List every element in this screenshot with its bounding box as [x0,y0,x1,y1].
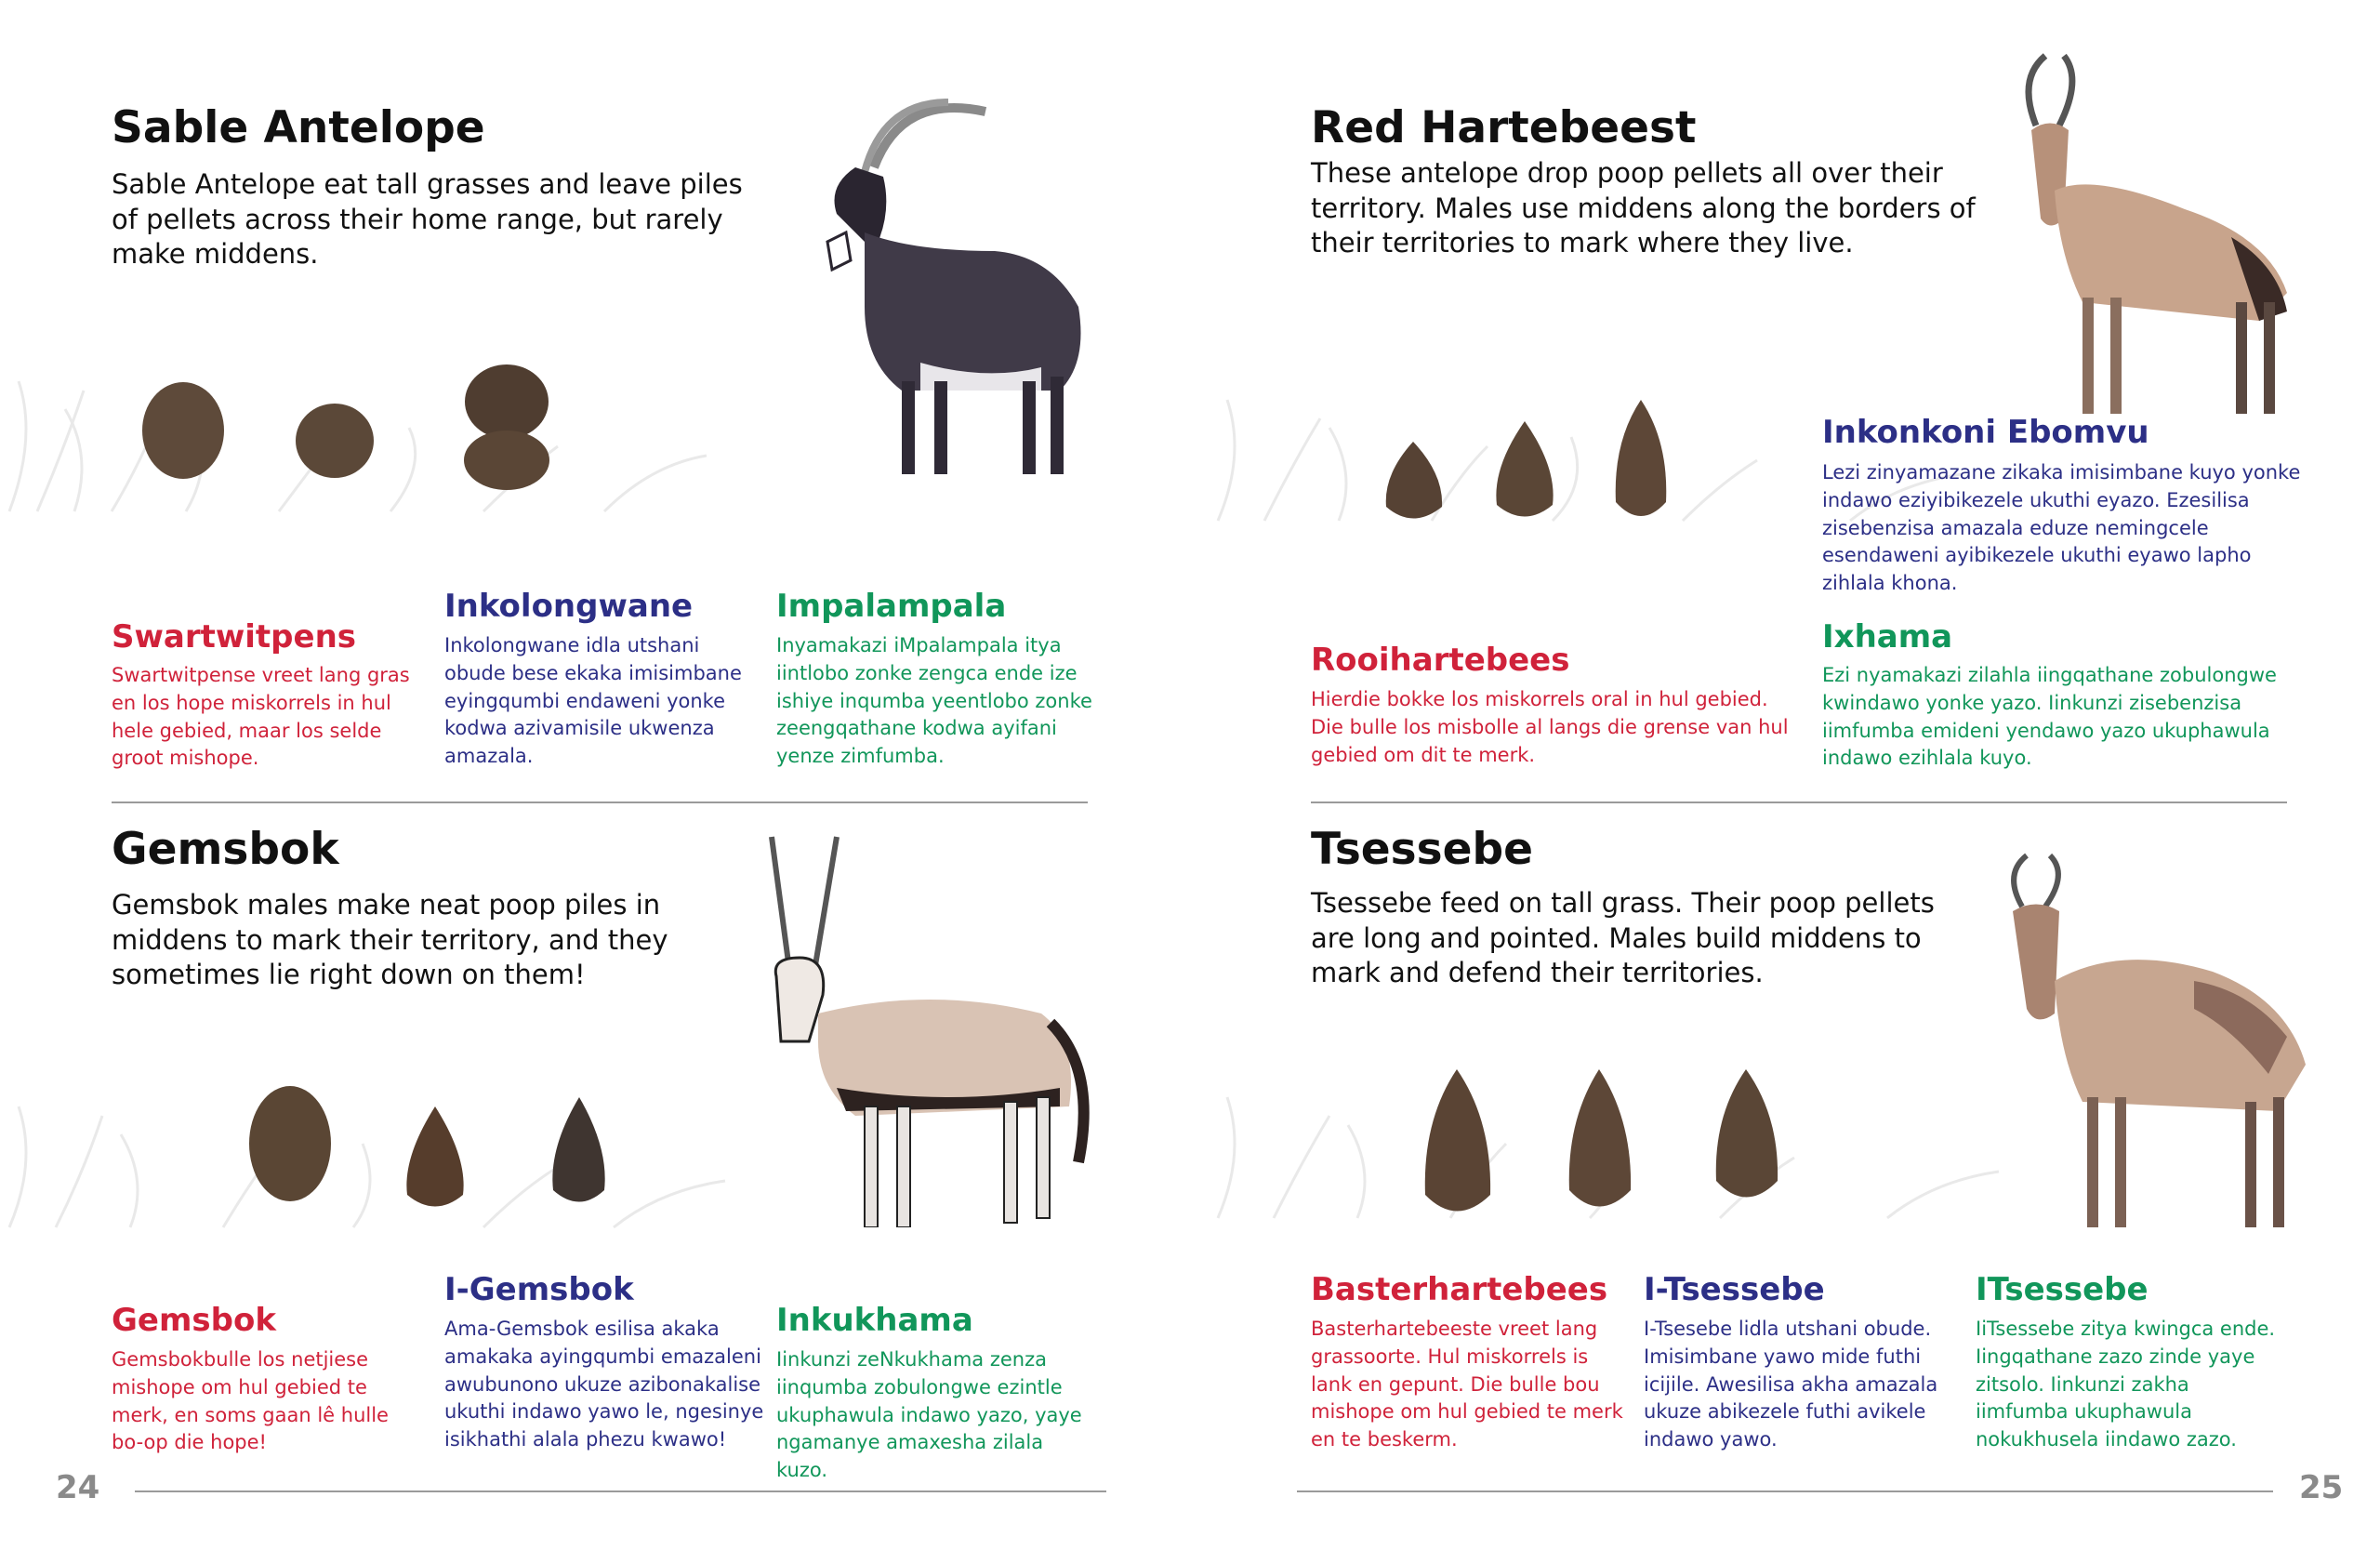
hartebeest-pellet-2 [1488,417,1562,528]
section-divider-left [112,801,1088,803]
gemsbok-illustration [744,828,1116,1227]
tsessebe-zulu-text: I-Tsesebe lidla utshani obude. Imisimbane yawo mide futhi icijile. Awesilisa akha amazala ukuze abikezele futhi avikele indawo yawo. [1644,1318,1938,1451]
hartebeest-pellet-3 [1608,395,1673,530]
tsessebe-intro: Tsessebe feed on tall grass. Their poop pellets are long and pointed. Males build middens to mark and defend their territories. [1311,887,1935,989]
sable-title: Sable Antelope [112,102,485,153]
sable-zulu-name: Inkolongwane [444,588,694,625]
gemsbok-xhosa-name: Inkukhama [776,1302,973,1339]
gemsbok-zulu-name: I-Gemsbok [444,1271,634,1308]
grass-decoration-bottom-left [0,1079,762,1237]
tsessebe-illustration [1971,851,2324,1241]
hartebeest-intro: These antelope drop poop pellets all over their territory. Males use middens along the borders of their territories to mark where they live. [1311,157,1976,259]
gemsbok-title: Gemsbok [112,824,339,875]
sable-pellet-2 [293,402,377,481]
sable-intro: Sable Antelope eat tall grasses and leave piles of pellets across their home range, but rarely make middens. [112,168,743,271]
sable-antelope-illustration [762,84,1106,474]
hartebeest-xhosa-text: Ezi nyamakazi zilahla iingqathane zobulongwe kwindawo yonke yazo. Iinkunzi zisebenzisa iimfumba emideni yendawo yazo ukuphawula indawo ezihlala kuyo. [1822,664,2277,770]
sable-pellet-1 [139,379,228,482]
hartebeest-pellet-1 [1379,437,1448,530]
tsessebe-zulu-name: I-Tsessebe [1644,1271,1825,1308]
gemsbok-pellet-3 [544,1093,614,1213]
tsessebe-afrikaans-name: Basterhartebees [1311,1271,1608,1308]
footer-rule-right [1297,1490,2273,1492]
sable-xhosa-name: Impalampala [776,588,1007,625]
tsessebe-title: Tsessebe [1311,824,1534,875]
tsessebe-pellet-2 [1562,1065,1636,1223]
page-number-left: 24 [56,1469,100,1506]
sable-zulu-text: Inkolongwane idla utshani obude bese ekaka imisimbane eyingqumbi endaweni yonke kodwa azivamisile ukwenza amazala. [444,634,742,768]
hartebeest-zulu-name: Inkonkoni Ebomvu [1822,414,2149,451]
gemsbok-pellet-1 [246,1083,335,1204]
gemsbok-afrikaans-name: Gemsbok [112,1302,276,1339]
sable-afrikaans-name: Swartwitpens [112,618,357,656]
footer-rule-left [135,1490,1106,1492]
red-hartebeest-illustration [1980,51,2315,414]
sable-pellet-3 [460,363,553,493]
section-divider-right [1311,801,2287,803]
hartebeest-title: Red Hartebeest [1311,102,1697,153]
sable-xhosa-text: Inyamakazi iMpalampala itya iintlobo zonke zengca ende ize ishiye inqumba yeentlobo zonke zeengqathane kodwa ayifani yenze zimfumba. [776,634,1092,768]
tsessebe-xhosa-name: ITsessebe [1976,1271,2149,1308]
hartebeest-afrikaans-name: Rooihartebees [1311,642,1570,679]
hartebeest-xhosa-name: Ixhama [1822,618,1953,656]
tsessebe-xhosa-text: IiTsessebe zitya kwingca ende. Iingqathane zazo zinde yaye zitsolo. Iinkunzi zakha iimfumba ukuphawula nokukhusela iindawo zazo. [1976,1318,2276,1451]
grass-decoration-top-left [0,353,762,521]
page-number-right: 25 [2299,1469,2344,1506]
gemsbok-zulu-text: Ama-Gemsbok esilisa akaka amakaka ayingqumbi emazaleni awubunono ukuze azibonakalise ukuthi indawo yawo le, ngesinye isikhathi alala phezu kwawo! [444,1318,764,1451]
gemsbok-afrikaans-text: Gemsbokbulle los netjiese mishope om hul gebied te merk, en soms gaan lê hulle bo-op die hope! [112,1348,389,1454]
gemsbok-pellet-2 [398,1102,472,1213]
tsessebe-pellet-1 [1418,1065,1497,1227]
hartebeest-zulu-text: Lezi zinyamazane zikaka imisimbane kuyo yonke indawo eziyibikezele ukuthi eyazo. Ezesilisa zisebenzisa amazala eduze nemingcele esendaweni ayibikezele ukuthi eyawo lapho zihlala khona. [1822,461,2301,595]
tsessebe-afrikaans-text: Basterhartebeeste vreet lang grassoorte. Hul miskorrels is lank en gepunt. Die bulle bou mishope om hul gebied te merk en te beskerm. [1311,1318,1623,1451]
sable-afrikaans-text: Swartwitpense vreet lang gras en los hope miskorrels in hul hele gebied, maar los selde groot mishope. [112,664,410,770]
hartebeest-afrikaans-text: Hierdie bokke los miskorrels oral in hul gebied. Die bulle los misbolle al langs die grense van hul gebied om dit te merk. [1311,688,1789,766]
gemsbok-xhosa-text: Iinkunzi zeNkukhama zenza iinqumba zobulongwe ezintle ukuphawula indawo yazo, yaye ngamanye amaxesha zilala kuzo. [776,1348,1082,1482]
tsessebe-pellet-3 [1709,1065,1783,1213]
gemsbok-intro: Gemsbok males make neat poop piles in middens to mark their territory, and they sometimes lie right down on them! [112,889,668,991]
